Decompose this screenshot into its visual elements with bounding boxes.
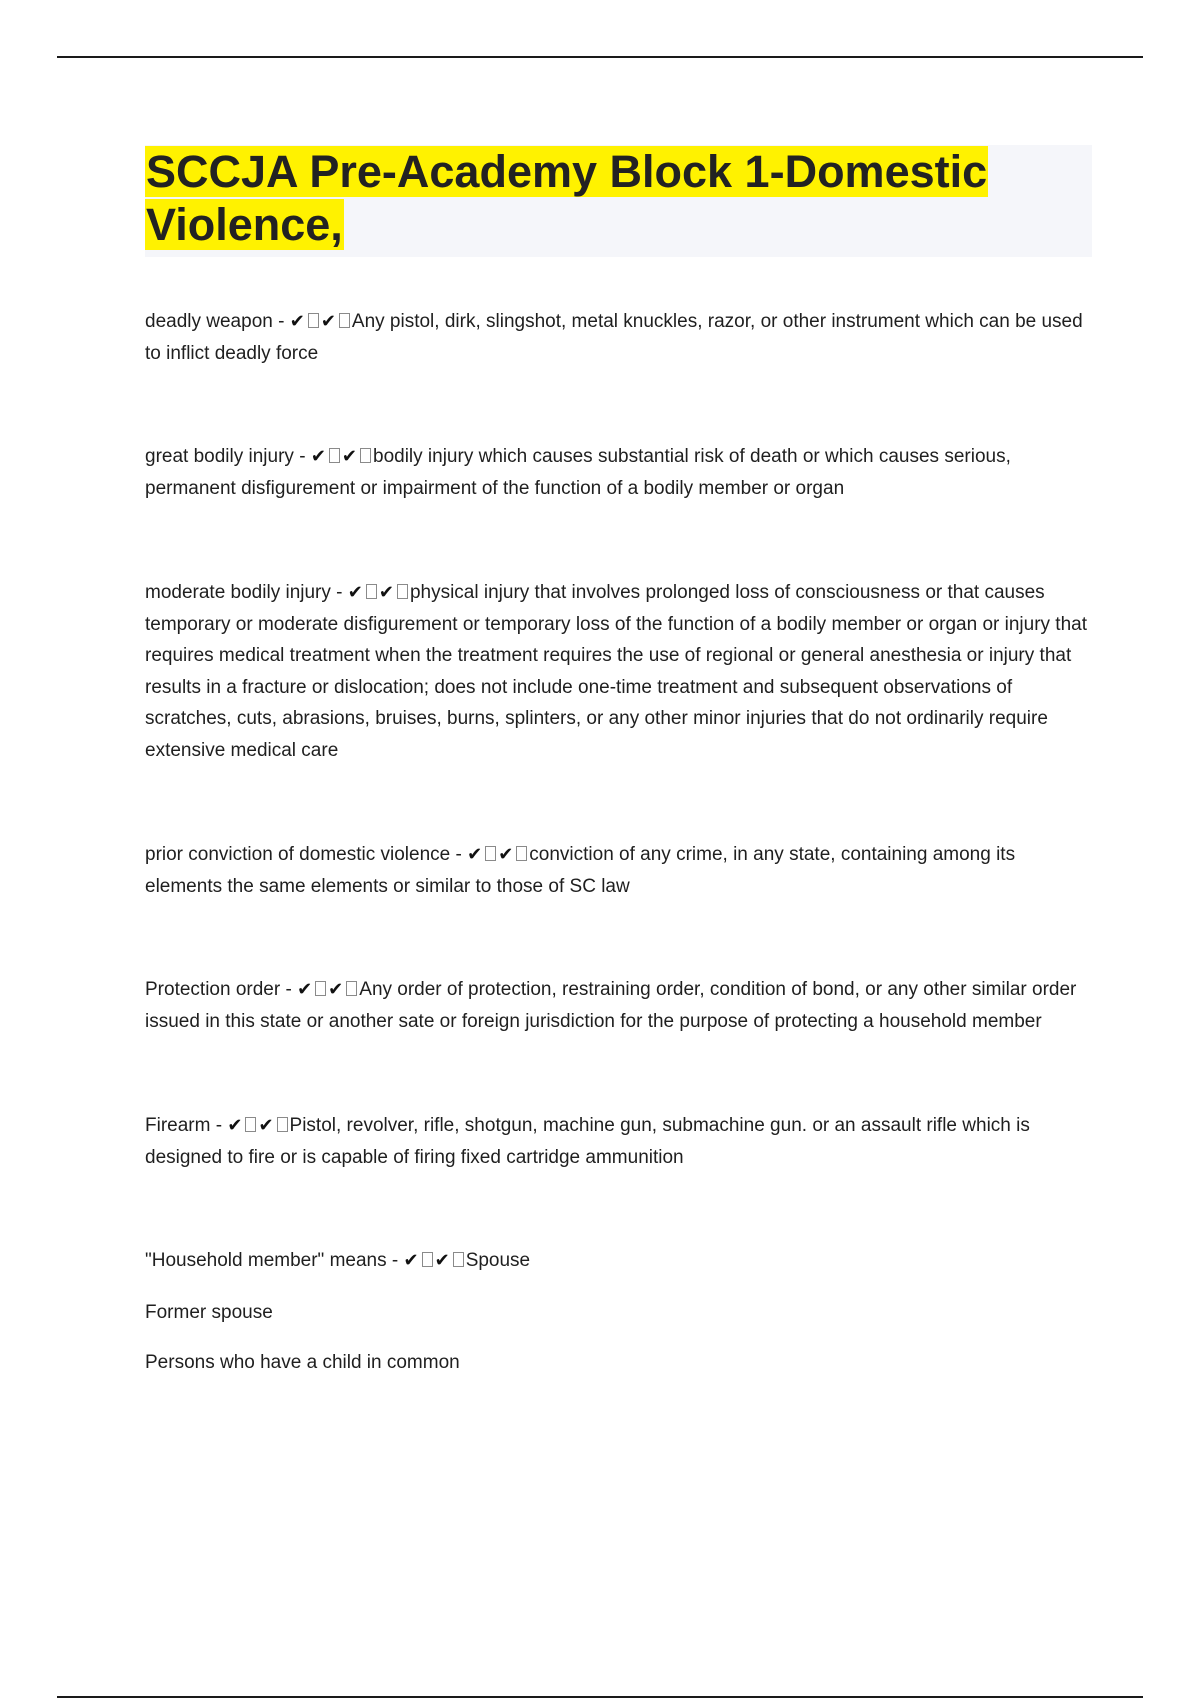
missing-glyph-icon xyxy=(315,981,326,996)
check-icon: ✔ xyxy=(341,446,357,467)
entry-separator: - xyxy=(280,979,298,1000)
top-rule xyxy=(57,56,1143,58)
entry-separator: - xyxy=(272,311,290,332)
entry-term: moderate bodily injury xyxy=(145,582,331,603)
check-icon: ✔ xyxy=(467,844,483,865)
bottom-rule xyxy=(57,1696,1143,1698)
entry-term: "Household member" means xyxy=(145,1250,387,1271)
title-highlight: SCCJA Pre-Academy Block 1-Domestic Violence, xyxy=(146,146,988,250)
missing-glyph-icon xyxy=(516,846,527,861)
missing-glyph-icon xyxy=(339,313,350,328)
entry-term: prior conviction of domestic violence xyxy=(145,844,451,865)
entry-definition: Pistol, revolver, rifle, shotgun, machine gun, submachine gun. or an assault rifle which is designed to fire or is capable of firing fixed cartridge ammunition xyxy=(145,1115,1030,1168)
missing-glyph-icon xyxy=(329,448,340,463)
entry-separator: - xyxy=(386,1250,404,1271)
entry-definition: Any order of protection, restraining order, condition of bond, or any other similar order issued in this state or another sate or foreign jurisdiction for the purpose of protecting a household member xyxy=(145,979,1077,1032)
missing-glyph-icon xyxy=(453,1252,464,1267)
continuation-line: Former spouse xyxy=(145,1301,273,1323)
entry-definition: conviction of any crime, in any state, containing among its elements the same elements or similar to those of SC law xyxy=(145,844,1016,897)
document-body xyxy=(145,306,1095,1379)
check-icon: ✔ xyxy=(258,1115,274,1136)
entry-separator: - xyxy=(293,446,311,467)
entry-definition: bodily injury which causes substantial risk of death or which causes serious, permanent disfigurement or impairment of the function of a bodily member or organ xyxy=(145,446,1011,499)
entry-term: Firearm xyxy=(145,1115,211,1136)
check-icon: ✔ xyxy=(328,979,344,1000)
check-icon: ✔ xyxy=(310,446,326,467)
title-block xyxy=(145,145,1092,257)
entry-separator: - xyxy=(330,582,348,603)
entry-prior-conviction xyxy=(145,839,1095,902)
check-icon: ✔ xyxy=(289,311,305,332)
check-icon: ✔ xyxy=(297,979,313,1000)
missing-glyph-icon xyxy=(485,846,496,861)
check-icon: ✔ xyxy=(498,844,514,865)
entry-separator: - xyxy=(450,844,468,865)
missing-glyph-icon xyxy=(397,584,408,599)
page-title xyxy=(145,145,1092,251)
check-icon: ✔ xyxy=(378,582,394,603)
continuation-line: Persons who have a child in common xyxy=(145,1352,460,1373)
entry-protection-order xyxy=(145,974,1095,1037)
entry-deadly-weapon xyxy=(145,306,1095,369)
check-icon: ✔ xyxy=(434,1250,450,1271)
entry-term: deadly weapon xyxy=(145,311,273,332)
entry-definition: Any pistol, dirk, slingshot, metal knuckles, razor, or other instrument which can be used to inflict deadly force xyxy=(145,311,1083,364)
entry-term: great bodily injury xyxy=(145,446,294,467)
entry-great-bodily-injury xyxy=(145,441,1095,504)
entry-definition: physical injury that involves prolonged loss of consciousness or that causes temporary or moderate disfigurement or temporary loss of the function of a bodily member or organ or injury that requires medical treatment when the treatment requires the use of regional or general anesthesia or injury that results in a fracture or dislocation; does not include one-time treatment and subsequent observations of scratches, cuts, abrasions, bruises, burns, splinters, or any other minor injuries that do not ordinarily require extensive medical care xyxy=(145,582,1087,761)
entry-household-member xyxy=(145,1245,1095,1277)
entry-moderate-bodily-injury xyxy=(145,577,1095,766)
entry-firearm xyxy=(145,1110,1095,1173)
entry-definition: Spouse xyxy=(465,1250,531,1271)
entry-separator: - xyxy=(210,1115,228,1136)
missing-glyph-icon xyxy=(360,448,371,463)
missing-glyph-icon xyxy=(277,1117,288,1132)
missing-glyph-icon xyxy=(346,981,357,996)
check-icon: ✔ xyxy=(320,311,336,332)
missing-glyph-icon xyxy=(422,1252,433,1267)
entry-term: Protection order xyxy=(145,979,281,1000)
missing-glyph-icon xyxy=(366,584,377,599)
missing-glyph-icon xyxy=(308,313,319,328)
check-icon: ✔ xyxy=(227,1115,243,1136)
check-icon: ✔ xyxy=(347,582,363,603)
missing-glyph-icon xyxy=(245,1117,256,1132)
check-icon: ✔ xyxy=(403,1250,419,1271)
